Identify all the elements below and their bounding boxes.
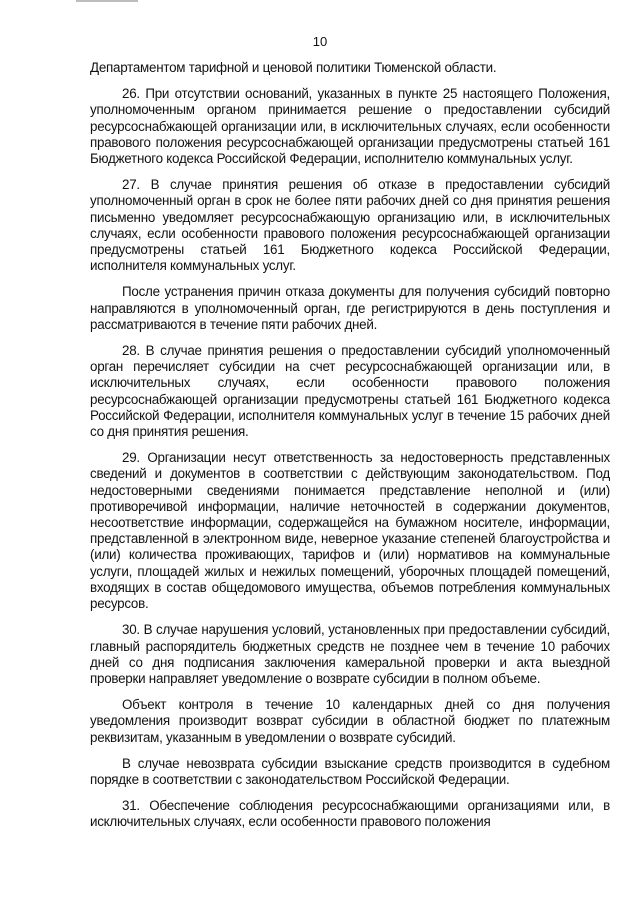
paragraph-continuation: Департаментом тарифной и ценовой политики Тюменской области. xyxy=(90,60,497,75)
document-body xyxy=(90,60,610,841)
page-number: 10 xyxy=(312,34,328,49)
paragraph-27: 27. В случае принятия решения об отказе в предоставлении субсидий уполномоченный орган в срок не более пяти рабочих дней со дня принятия решения письменно уведомляет ресурсоснабжающую организацию или, в исключительных случаях, если особенности правового положения ресурсоснабжающей организации предусмотрены статьей 161 Бюджетного кодекса Российской Федерации, исполнителя коммунальных услуг. xyxy=(90,177,610,274)
paragraph-30: 30. В случае нарушения условий, установленных при предоставлении субсидий, главный распорядитель бюджетных средств не позднее чем в течение 10 рабочих дней со дня подписания заключения камеральной проверки и акта выездной проверки направляет уведомление о возврате субсидии в полном объеме. xyxy=(90,622,610,686)
paragraph-30-court: В случае невозврата субсидии взыскание средств производится в судебном порядке в соответствии с законодательством Российской Федерации. xyxy=(90,755,610,787)
paragraph-28: 28. В случае принятия решения о предоставлении субсидий уполномоченный орган перечисляет субсидии на счет ресурсоснабжающей организации или, в исключительных случаях, если особенности правового положения ресурсоснабжающей организации предусмотрены статьей 161 Бюджетного кодекса Российской Федерации, исполнителя коммунальных услуг в течение 15 рабочих дней со дня принятия решения. xyxy=(90,343,610,440)
paragraph-30-refund: Объект контроля в течение 10 календарных дней со дня получения уведомления производит возврат субсидии в областной бюджет по платежным реквизитам, указанным в уведомлении о возврате субсидий. xyxy=(90,697,610,745)
paragraph-26: 26. При отсутствии оснований, указанных в пункте 25 настоящего Положения, уполномоченным органом принимается решение о предоставлении субсидий ресурсоснабжающей организации или, в исключительных случаях, если особенности правового положения ресурсоснабжающей организации предусмотрены статьей 161 Бюджетного кодекса Российской Федерации, исполнителю коммунальных услуг. xyxy=(90,86,610,167)
paragraph-29: 29. Организации несут ответственность за недостоверность представленных сведений и документов в соответствии с действующим законодательством. Под недостоверными сведениями понимается представление неполной и (или) противоречивой информации, наличие неточностей в содержании документов, несоответствие информации, содержащейся на бумажном носителе, информации, представленной в электронном виде, неверное указание степеней благоустройства и (или) количества проживающих, тарифов и (или) нормативов на коммунальные услуги, площадей жилых и нежилых помещений, уборочных площадей помещений, входящих в состав общедомового имущества, объемов потребления коммунальных ресурсов. xyxy=(90,450,610,612)
scan-edge-mark xyxy=(76,0,138,2)
paragraph-31: 31. Обеспечение соблюдения ресурсоснабжающими организациями или, в исключительных случаях, если особенности правового положения xyxy=(90,798,610,830)
paragraph-27-after-removal: После устранения причин отказа документы для получения субсидий повторно направляются в уполномоченный орган, где регистрируются в день поступления и рассматриваются в течение пяти рабочих дней. xyxy=(90,284,610,332)
